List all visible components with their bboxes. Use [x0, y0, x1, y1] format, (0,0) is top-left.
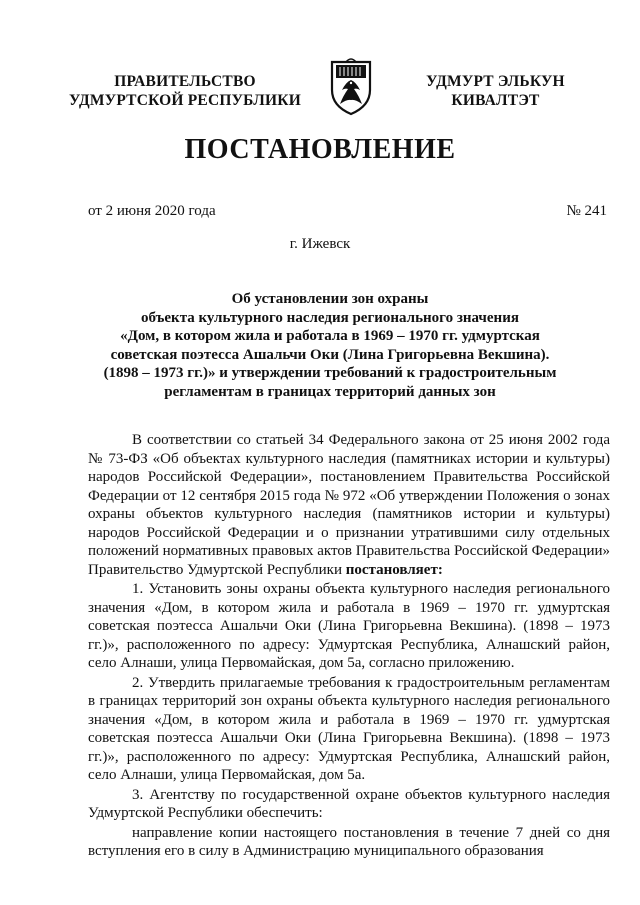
subject-line: регламентам в границах территорий данных зон [164, 383, 496, 400]
subject-line: Об установлении зон охраны [231, 291, 429, 307]
document-city: г. Ижевск [289, 236, 351, 252]
subject-line: объекта культурного наследия регионального значения [141, 309, 519, 326]
document-number: № 241 [566, 203, 607, 219]
document-title: ПОСТАНОВЛЕНИЕ [184, 134, 456, 165]
preamble-text: В соответствии со статьей 34 Федерального закона от 25 июня 2002 года № 73-ФЗ «Об объектах культурного наследия (памятниках истории и культуры) народов Российской Федерации», постановлением Правительства Российской Федерации от 12 сентября 2015 года № 972 «Об утверждении Положения о зонах охраны объектов культурного наследия (памятников истории и культуры) народов Российской Федерации и о признании утратившими силу отдельных положений нормативных правовых актов Правительства Российской Федерации» Правительство Удмуртской Республики [88, 432, 610, 578]
header-right-block [398, 72, 593, 110]
header-left-line2: УДМУРТСКОЙ РЕСПУБЛИКИ [69, 92, 301, 109]
body-paragraph: 1. Установить зоны охраны объекта культурного наследия регионального значения «Дом, в котором жила и работала в 1969 – 1970 гг. удмуртская советская поэтесса Ашальчи Оки (Лина Григорьевна Векшина). (1898 – 1973 гг.)», расположенного по адресу: Удмуртская Республика, Алнашский район, село Алнаши, улица Первомайская, дом 5а, согласно приложению. [88, 581, 610, 671]
document-subject [90, 290, 570, 402]
document-body [88, 431, 610, 862]
resolves-word: постановляет: [345, 561, 443, 578]
body-paragraph: направление копии настоящего постановления в течение 7 дней со дня вступления его в силу в Администрацию муниципального образования [88, 824, 610, 859]
subject-line: (1898 – 1973 гг.)» и утверждении требований к градостроительным [103, 365, 557, 382]
subject-line: советская поэтесса Ашальчи Оки (Лина Григорьевна Векшина). [110, 346, 550, 363]
preamble-paragraph [88, 431, 610, 579]
header-right-line1: УДМУРТ ЭЛЬКУН [426, 73, 565, 90]
document-date: от 2 июня 2020 года [88, 203, 216, 219]
udmurt-coat-of-arms-icon [328, 56, 374, 116]
header-left-block [60, 72, 310, 110]
subject-line: «Дом, в котором жила и работала в 1969 – 1970 гг. удмуртская [120, 328, 540, 345]
header-left-line1: ПРАВИТЕЛЬСТВО [114, 73, 256, 90]
body-paragraph: 3. Агентству по государственной охране объектов культурного наследия Удмуртской Республики обеспечить: [88, 786, 610, 821]
body-paragraph: 2. Утвердить прилагаемые требования к градостроительным регламентам в границах территорий зон охраны объекта культурного наследия регионального значения «Дом, в котором жила и работала в 1969 – 1970 гг. удмуртская советская поэтесса Ашальчи Оки (Лина Григорьевна Векшина). (1898 – 1973 гг.)», расположенного по адресу: Удмуртская Республика, Алнашский район, село Алнаши, улица Первомайская, дом 5а. [88, 674, 610, 783]
header-right-line2: КИВАЛТЭТ [451, 92, 540, 109]
